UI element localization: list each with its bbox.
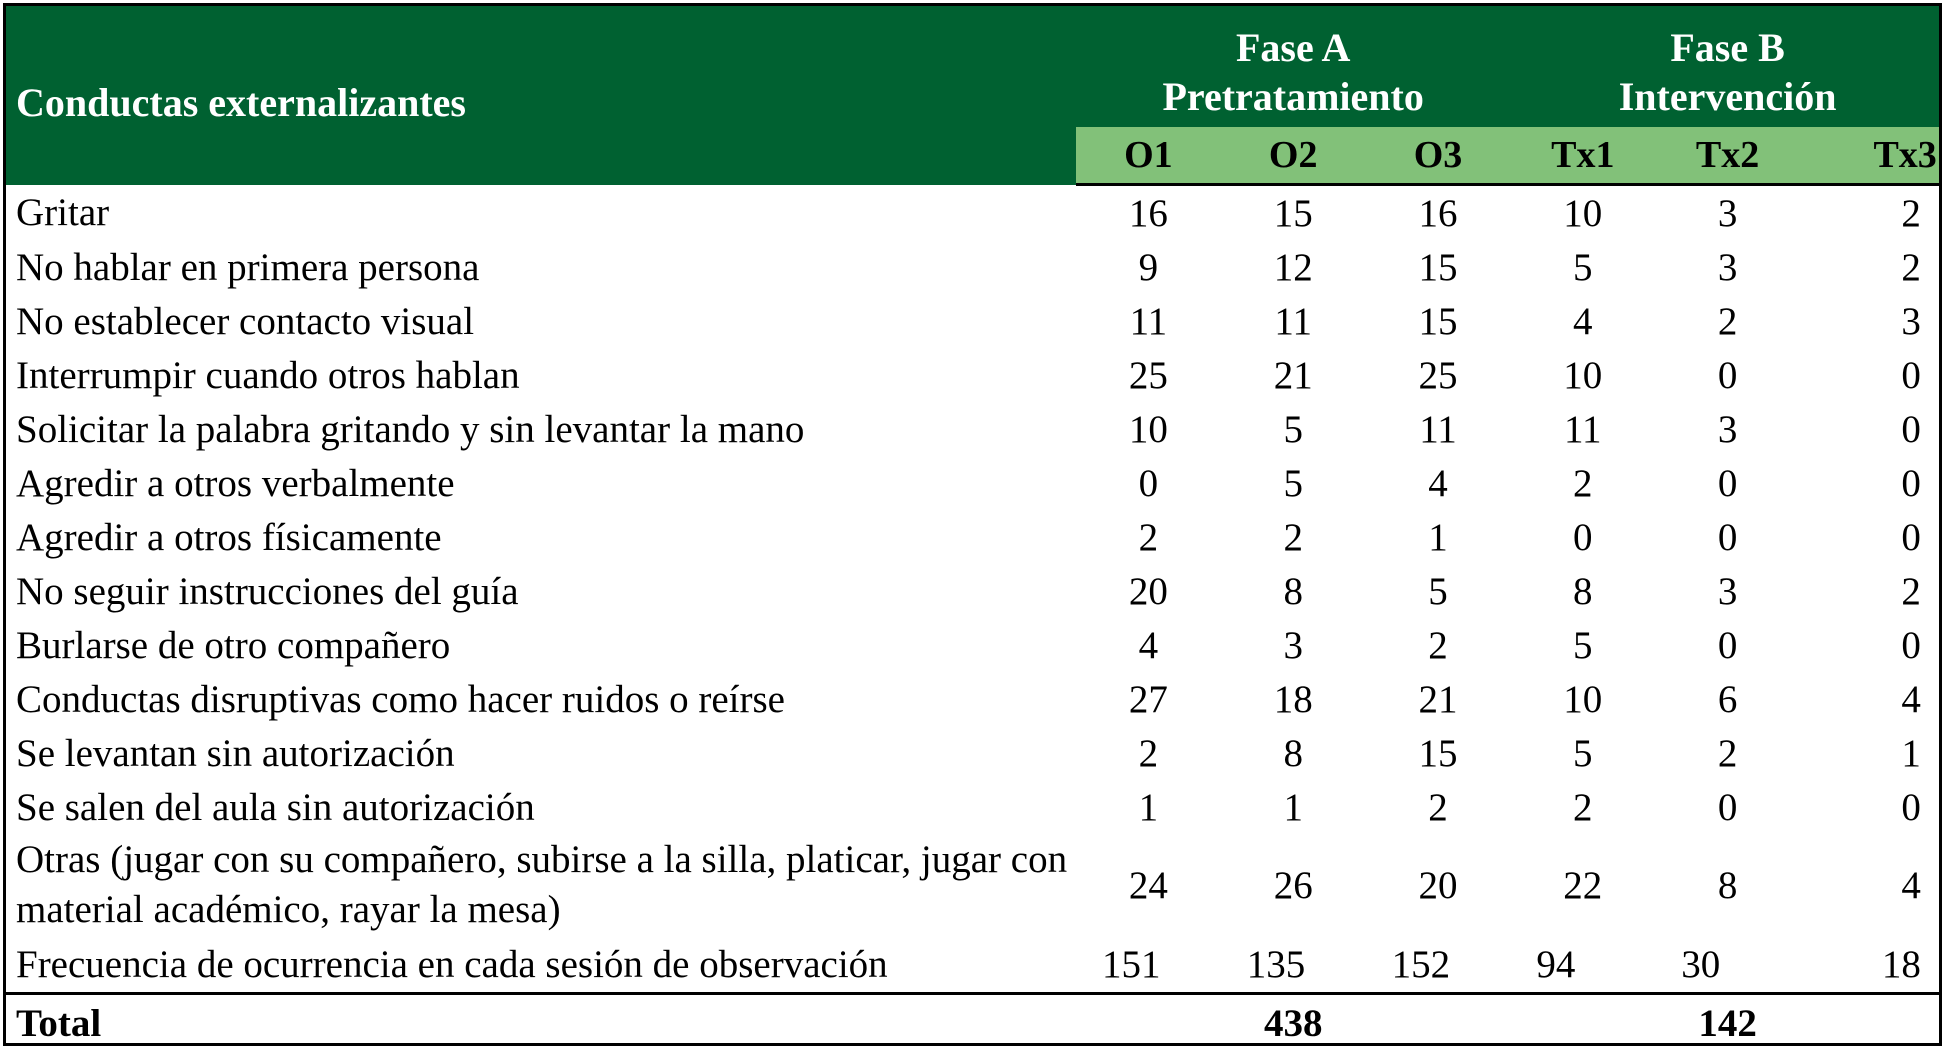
table-row [6,564,1942,618]
row-value-tx2: 0 [1717,353,1738,397]
row-label: No hablar en primera persona [16,245,480,289]
row-label: Solicitar la palabra gritando y sin levantar la mano [16,407,805,451]
behavior-frequency-table [6,6,1942,1046]
total-label: Total [6,994,1076,1047]
row-value-tx3: 3 [1901,299,1921,343]
table-row [6,294,1942,348]
frequency-value-tx3: 18 [1881,942,1921,986]
total-phase-b: 142 [1510,994,1942,1047]
frequency-label: Frecuencia de ocurrencia en cada sesión de observación [16,942,888,986]
column-header-tx2: Tx2 [1655,127,1800,185]
row-value-tx1: 4 [1573,299,1593,343]
row-value-o1: 9 [1138,245,1159,289]
row-value-tx2: 3 [1717,245,1738,289]
phase-b-subtitle: Intervención [1618,74,1837,119]
row-value-o1: 25 [1128,353,1168,397]
row-value-o3: 1 [1428,515,1448,559]
row-value-o3: 15 [1418,245,1458,289]
column-header-o2: O2 [1221,127,1366,185]
row-value-tx1: 2 [1573,785,1593,829]
row-value-tx3: 0 [1901,407,1921,451]
row-value-tx2: 0 [1717,623,1738,667]
row-label: Burlarse de otro compañero [16,623,451,667]
total-row [6,994,1942,1047]
row-value-tx3: 0 [1901,515,1921,559]
row-label: Otras (jugar con su compañero, subirse a la silla, platicar, jugar con material académico, rayar la mesa) [16,838,1068,931]
row-value-tx2: 8 [1717,863,1738,907]
row-value-o1: 27 [1128,677,1168,721]
row-value-o3: 2 [1428,623,1448,667]
row-value-tx3: 2 [1901,569,1921,613]
row-label: Conductas disruptivas como hacer ruidos o reírse [16,677,785,721]
row-value-o1: 2 [1138,515,1159,559]
column-header-tx1: Tx1 [1510,127,1655,185]
row-value-tx2: 3 [1717,569,1738,613]
row-value-tx3: 0 [1901,785,1921,829]
row-value-tx1: 5 [1573,623,1593,667]
row-value-tx1: 5 [1573,731,1593,775]
column-header-o1: O1 [1076,127,1221,185]
row-value-o1: 4 [1138,623,1159,667]
behavior-table-frame [3,3,1942,1046]
row-value-tx3: 2 [1901,191,1921,235]
table-row [6,185,1942,241]
row-value-tx1: 10 [1563,191,1603,235]
total-phase-a: 438 [1076,994,1510,1047]
table-row [6,240,1942,294]
row-label: Agredir a otros verbalmente [16,461,455,505]
row-value-o1: 11 [1129,299,1168,343]
row-label: No seguir instrucciones del guía [16,569,519,613]
row-value-o2: 18 [1273,677,1313,721]
column-header-o3: O3 [1366,127,1511,185]
row-value-tx2: 3 [1717,191,1738,235]
row-value-o2: 11 [1274,299,1312,343]
row-value-tx3: 2 [1901,245,1921,289]
table-body [6,185,1942,1047]
row-label: No establecer contacto visual [16,299,475,343]
row-value-o2: 2 [1283,515,1303,559]
row-value-tx2: 3 [1717,407,1738,451]
row-value-o3: 15 [1418,731,1458,775]
row-label: Interrumpir cuando otros hablan [16,353,520,397]
row-value-o3: 4 [1428,461,1448,505]
table-row [6,834,1942,936]
row-value-tx3: 0 [1901,623,1921,667]
row-value-o3: 15 [1418,299,1458,343]
frequency-value-tx1: 94 [1536,942,1576,986]
row-value-tx1: 22 [1563,863,1603,907]
column-header-tx3: Tx3 [1800,127,1942,185]
row-value-o2: 12 [1273,245,1313,289]
row-value-o1: 20 [1128,569,1168,613]
row-value-tx3: 0 [1901,353,1921,397]
row-value-o3: 5 [1428,569,1448,613]
row-value-o3: 21 [1418,677,1458,721]
row-value-o2: 15 [1273,191,1313,235]
phase-b-header [1510,6,1942,127]
row-value-tx2: 2 [1717,731,1738,775]
table-row [6,726,1942,780]
row-value-tx3: 4 [1901,677,1921,721]
row-value-o3: 2 [1428,785,1448,829]
row-value-tx1: 10 [1563,677,1603,721]
row-value-tx3: 0 [1901,461,1921,505]
frequency-value-o3: 152 [1391,942,1451,986]
row-value-o3: 11 [1419,407,1457,451]
frequency-value-tx2: 30 [1681,942,1721,986]
row-value-tx2: 2 [1717,299,1738,343]
row-label: Agredir a otros físicamente [16,515,442,559]
row-value-o2: 8 [1283,731,1303,775]
row-value-o2: 3 [1283,623,1303,667]
phase-a-header [1076,6,1510,127]
row-value-o1: 0 [1138,461,1159,505]
row-label: Se salen del aula sin autorización [16,785,535,829]
row-value-o2: 26 [1273,863,1313,907]
row-value-tx3: 1 [1901,731,1921,775]
row-value-tx2: 0 [1717,785,1738,829]
row-value-o3: 20 [1418,863,1458,907]
table-row [6,456,1942,510]
row-value-tx3: 4 [1901,863,1921,907]
row-value-o3: 25 [1418,353,1458,397]
row-value-o2: 5 [1283,407,1303,451]
table-row [6,402,1942,456]
frequency-value-o2: 135 [1246,942,1306,986]
phase-a-subtitle: Pretratamiento [1162,74,1424,119]
table-row [6,780,1942,834]
row-value-tx2: 0 [1717,515,1738,559]
phase-b-name: Fase B [1670,25,1785,70]
row-value-o1: 16 [1128,191,1168,235]
row-value-tx1: 11 [1564,407,1602,451]
table-row [6,618,1942,672]
row-value-o2: 1 [1283,785,1303,829]
row-value-o1: 24 [1128,863,1168,907]
table-title: Conductas externalizantes [6,6,1076,185]
row-value-tx1: 0 [1573,515,1593,559]
row-value-o2: 21 [1273,353,1313,397]
phase-a-name: Fase A [1235,25,1351,70]
table-row [6,510,1942,564]
header-row-phases [6,6,1942,127]
row-value-o1: 10 [1128,407,1168,451]
row-value-tx1: 10 [1563,353,1603,397]
row-label: Gritar [16,190,110,234]
row-value-tx1: 5 [1573,245,1593,289]
row-value-tx1: 8 [1573,569,1593,613]
row-value-o3: 16 [1418,191,1458,235]
row-value-o2: 8 [1283,569,1303,613]
table-row [6,672,1942,726]
row-value-tx1: 2 [1573,461,1593,505]
row-value-o1: 2 [1138,731,1159,775]
row-value-tx2: 0 [1717,461,1738,505]
row-value-o1: 1 [1138,785,1159,829]
table-row [6,348,1942,402]
frequency-value-o1: 151 [1102,942,1161,986]
row-value-tx2: 6 [1717,677,1738,721]
frequency-row [6,936,1942,994]
row-label: Se levantan sin autorización [16,731,455,775]
row-value-o2: 5 [1283,461,1303,505]
